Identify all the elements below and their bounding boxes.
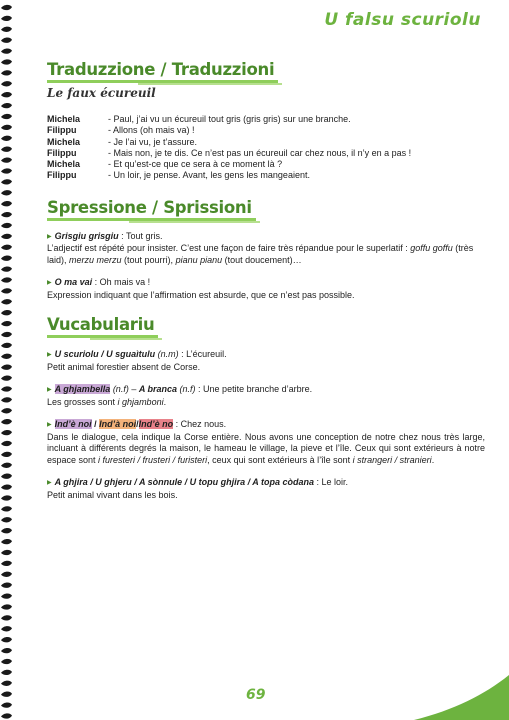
- entry-body: Petit animal forestier absent de Corse.: [47, 361, 201, 372]
- spiral-coil: [1, 408, 12, 413]
- entry-gender: (n.f): [110, 384, 129, 395]
- spiral-coil: [1, 332, 12, 337]
- entry-term: U scuriolu / U sguaìtulu: [54, 349, 156, 360]
- spiral-coil: [1, 5, 12, 10]
- spiral-coil: [1, 583, 12, 588]
- entry-body: [47, 432, 485, 467]
- spiral-coil: [1, 474, 12, 479]
- body-text: L’adjectif est répété pour insister. C’est une façon de faire très répandue pour le superlatif :: [47, 243, 411, 254]
- spiral-coil: [1, 212, 12, 217]
- entry-body: Petit animal vivant dans les bois.: [47, 489, 178, 500]
- spiral-coil: [1, 484, 12, 489]
- spiral-coil: [1, 343, 12, 348]
- entry-ind-e-noi: ▶ Ind’è noi / Ind’à noi/Ind’è no : Chez nous.: [47, 419, 227, 430]
- spiral-coil: [1, 506, 12, 511]
- spiral-coil: [1, 572, 12, 577]
- spiral-coil: [1, 419, 12, 424]
- spiral-coil: [1, 441, 12, 446]
- example-term: pianu pianu: [175, 254, 223, 265]
- spiral-coil: [1, 288, 12, 293]
- speaker: Michela: [47, 114, 81, 124]
- spiral-coil: [1, 354, 12, 359]
- bullet-triangle-icon: ▶: [47, 280, 52, 287]
- entry-term: O ma vai: [54, 277, 93, 288]
- line-text: - Allons (oh mais va) !: [108, 125, 195, 136]
- dialogue-line: [47, 170, 485, 181]
- body-text: .: [163, 396, 167, 407]
- speaker: Filippu: [47, 147, 77, 158]
- spiral-coil: [1, 659, 12, 664]
- entry-body: [47, 397, 485, 409]
- entry-o-ma-vai: [47, 277, 485, 290]
- spiral-coil: [1, 38, 12, 43]
- speaker: Filippu: [47, 170, 77, 181]
- spiral-coil: [1, 386, 12, 391]
- line-text: - Et qu’est-ce que ce sera à ce moment là ?: [108, 159, 283, 170]
- spiral-coil: [1, 59, 12, 64]
- line-text: - Je l’ai vu, je t’assure.: [108, 136, 198, 147]
- entry-term-highlighted: A ghjambella: [54, 384, 111, 395]
- entry-ghjambella: [47, 384, 485, 397]
- example-term: goffu goffu: [410, 243, 453, 254]
- spiral-coil: [1, 550, 12, 555]
- speaker: Michela: [47, 159, 81, 170]
- page-number: 69: [246, 687, 266, 703]
- spiral-coil: [1, 223, 12, 228]
- body-text: Les grosses sont: [47, 396, 118, 407]
- spiral-coil: [1, 681, 12, 686]
- spiral-coil: [1, 27, 12, 32]
- dialogue-line: [47, 137, 485, 148]
- spiral-coil: [1, 713, 12, 718]
- spiral-coil: [1, 648, 12, 653]
- bullet-triangle-icon: ▶: [47, 352, 52, 359]
- spiral-coil: [1, 452, 12, 457]
- spiral-coil: [1, 375, 12, 380]
- bullet-triangle-icon: ▶: [47, 387, 52, 394]
- spiral-coil: [1, 81, 12, 86]
- section-heading-traduzzione: Traduzzione / Traduzzioni: [47, 60, 274, 79]
- body-text: Dans le dialogue, cela indique la Corse entière. Nous avons une conception de notre chez nous très large, incluant à différents degrés la maison, le hameau le village, la pieve et l’île. Ceux qui sont extérieurs à notre espace sont: [47, 431, 485, 465]
- spiral-coil: [1, 604, 12, 609]
- entry-gloss: : Le loir.: [313, 477, 348, 488]
- spiral-coil: [1, 103, 12, 108]
- spiral-coil: [1, 266, 12, 271]
- spiral-coil: [1, 114, 12, 119]
- spiral-coil: [1, 125, 12, 130]
- spiral-coil: [1, 201, 12, 206]
- entry-ghjira: [47, 477, 485, 490]
- spiral-coil: [1, 256, 12, 261]
- entry-body: [47, 243, 485, 266]
- bullet-triangle-icon: ▶: [47, 422, 52, 429]
- spiral-coil: [1, 190, 12, 195]
- spiral-coil: [1, 702, 12, 707]
- spiral-coil: [1, 517, 12, 522]
- entry-term-highlighted: Ind’è noi: [54, 419, 92, 430]
- spiral-coil: [1, 92, 12, 97]
- example-term: i strangeri / stranieri: [352, 454, 432, 465]
- dialogue: [47, 114, 485, 182]
- running-title: U falsu scuriolu: [324, 10, 481, 30]
- example-term: i furesteri / frusteri / furisteri: [98, 454, 208, 465]
- dialogue-line: [47, 114, 485, 125]
- body-text: , ceux qui sont extérieurs à l’île sont: [207, 454, 353, 465]
- body-text: (tout pourri),: [121, 254, 176, 265]
- bullet-triangle-icon: ▶: [47, 233, 52, 240]
- line-text: - Paul, j’ai vu un écureuil tout gris (gris gris) sur une branche.: [108, 114, 351, 124]
- entry-grisgiu: [47, 231, 485, 244]
- entry-gloss: : Chez nous.: [173, 419, 227, 430]
- entry-term: A ghjira / U ghjeru / A sònnule / U topu ghjira / A topa còdana: [54, 477, 314, 488]
- speaker: Filippu: [47, 125, 77, 136]
- section-heading-vucabulariu: Vucabulariu: [47, 315, 154, 334]
- body-text: (très laid),: [47, 243, 474, 265]
- spiral-coil: [1, 16, 12, 21]
- page-content: [47, 60, 485, 501]
- dialogue-line: [47, 125, 485, 136]
- spiral-coil: [1, 539, 12, 544]
- example-term: i ghjamboni: [117, 396, 164, 407]
- separator: –: [128, 384, 139, 395]
- spiral-coil: [1, 157, 12, 162]
- section-subtitle: Le faux écureuil: [47, 86, 156, 100]
- spiral-coil: [1, 561, 12, 566]
- spiral-coil: [1, 147, 12, 152]
- spiral-coil: [1, 321, 12, 326]
- spiral-coil: [1, 626, 12, 631]
- entry-gender: (n.f): [177, 384, 196, 395]
- spiral-coil: [1, 70, 12, 75]
- entry-body: Expression indiquant que l’affirmation est absurde, que ce n’est pas possible.: [47, 289, 355, 300]
- spiral-coil: [1, 692, 12, 697]
- spiral-coil: [1, 179, 12, 184]
- entry-term: Grisgiu grisgiu: [54, 230, 119, 241]
- spiral-coil: [1, 245, 12, 250]
- body-text: .: [431, 454, 435, 465]
- entry-term-highlighted: Ind’è no: [138, 419, 174, 430]
- spiral-binding-icon: [0, 0, 14, 720]
- entry-gloss: : Oh mais va !: [92, 277, 151, 288]
- line-text: - Mais non, je te dis. Ce n’est pas un écureuil car chez nous, il n’y en a pas !: [108, 147, 412, 158]
- entry-term-highlighted: Ind’à noi: [99, 419, 137, 430]
- separator: /: [91, 419, 100, 430]
- spiral-coil: [1, 310, 12, 315]
- entry-scuriolu: [47, 349, 485, 362]
- spiral-coil: [1, 365, 12, 370]
- spiral-coil: [1, 168, 12, 173]
- dialogue-line: [47, 148, 485, 159]
- spiral-coil: [1, 234, 12, 239]
- corner-decoration: [414, 675, 509, 720]
- spiral-coil: [1, 528, 12, 533]
- spiral-coil: [1, 495, 12, 500]
- body-text: (tout doucement)…: [222, 254, 302, 265]
- spiral-coil: [1, 430, 12, 435]
- line-text: - Un loir, je pense. Avant, les gens les mangeaient.: [108, 170, 310, 181]
- example-term: merzu merzu: [69, 254, 122, 265]
- dialogue-line: [47, 159, 485, 170]
- speaker: Michela: [47, 136, 81, 147]
- entry-gender: (n.m): [155, 349, 179, 360]
- spiral-coil: [1, 615, 12, 620]
- spiral-coil: [1, 637, 12, 642]
- spiral-coil: [1, 277, 12, 282]
- spiral-coil: [1, 670, 12, 675]
- spiral-coil: [1, 136, 12, 141]
- section-heading-spressione: Spressione / Sprissioni: [47, 198, 252, 217]
- spiral-coil: [1, 299, 12, 304]
- entry-gloss: : Une petite branche d’arbre.: [195, 384, 313, 395]
- spiral-coil: [1, 593, 12, 598]
- entry-gloss: : L’écureuil.: [178, 349, 227, 360]
- spiral-coil: [1, 48, 12, 53]
- entry-term: A branca: [138, 384, 178, 395]
- spiral-coil: [1, 397, 12, 402]
- spiral-coil: [1, 463, 12, 468]
- bullet-triangle-icon: ▶: [47, 480, 52, 487]
- entry-gloss: : Tout gris.: [118, 230, 163, 241]
